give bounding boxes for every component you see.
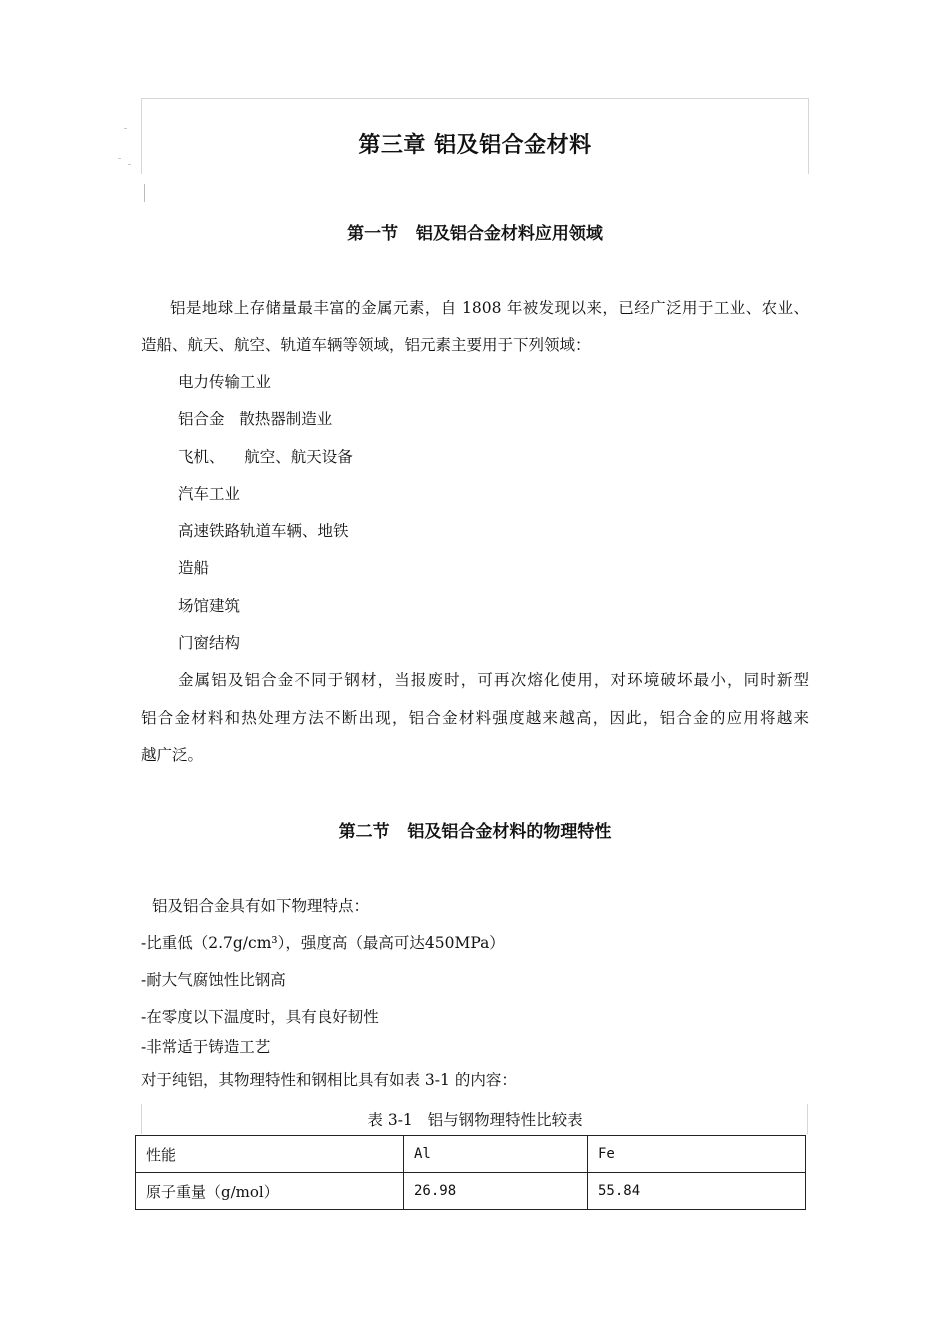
property-item: -在零度以下温度时，具有良好韧性 <box>141 1008 379 1026</box>
section2-title: 第二节 铝及铝合金材料的物理特性 <box>338 822 612 842</box>
field-item: 飞机、 航空、航天设备 <box>178 448 353 466</box>
field-item: 高速铁路轨道车辆、地铁 <box>178 522 349 540</box>
table-header-cell: Fe <box>588 1136 806 1173</box>
table-row <box>136 1173 806 1210</box>
section1-closing-line: 金属铝及铝合金不同于钢材，当报废时，可再次熔化使用，对环境破坏最小，同时新型 <box>178 671 809 689</box>
field-item: 汽车工业 <box>178 485 241 503</box>
table-header-cell: Al <box>404 1136 588 1173</box>
section1-intro-line: 造船、航天、航空、轨道车辆等领域，铝元素主要用于下列领域： <box>141 336 591 354</box>
section2-intro: 铝及铝合金具有如下物理特点： <box>152 897 370 915</box>
field-item: 电力传输工业 <box>178 373 272 391</box>
table-cell: 原子重量（g/mol） <box>136 1173 404 1210</box>
comparison-table <box>135 1135 806 1210</box>
scan-speck <box>128 164 131 165</box>
field-item: 铝合金 散热器制造业 <box>178 410 333 428</box>
page-frame-top <box>141 98 809 99</box>
section1-intro-line: 铝是地球上存储量最丰富的金属元素，自 1808 年被发现以来，已经广泛用于工业、农业、 <box>170 299 809 317</box>
table-cell: 55.84 <box>588 1173 806 1210</box>
section1-closing-line: 铝合金材料和热处理方法不断出现，铝合金材料强度越来越高，因此，铝合金的应用将越来 <box>141 709 809 727</box>
field-item: 造船 <box>178 559 210 577</box>
table-cell: 26.98 <box>404 1173 588 1210</box>
chapter-title: 第三章 铝及铝合金材料 <box>358 133 592 158</box>
page-frame-tick <box>144 184 145 202</box>
property-item: -比重低（2.7g/cm³），强度高（最高可达450MPa） <box>141 934 505 952</box>
table-caption: 表 3-1 铝与钢物理特性比较表 <box>367 1111 583 1129</box>
property-item: -耐大气腐蚀性比钢高 <box>141 971 286 989</box>
table-header-cell: 性能 <box>136 1136 404 1173</box>
section1-closing-line: 越广泛。 <box>141 746 204 764</box>
table-intro: 对于纯铝，其物理特性和钢相比具有如表 3-1 的内容： <box>141 1071 517 1089</box>
section1-title: 第一节 铝及铝合金材料应用领域 <box>347 224 603 244</box>
field-item: 场馆建筑 <box>178 597 241 615</box>
table-header-row <box>136 1136 806 1173</box>
field-item: 门窗结构 <box>178 634 241 652</box>
property-item: -非常适于铸造工艺 <box>141 1038 271 1056</box>
